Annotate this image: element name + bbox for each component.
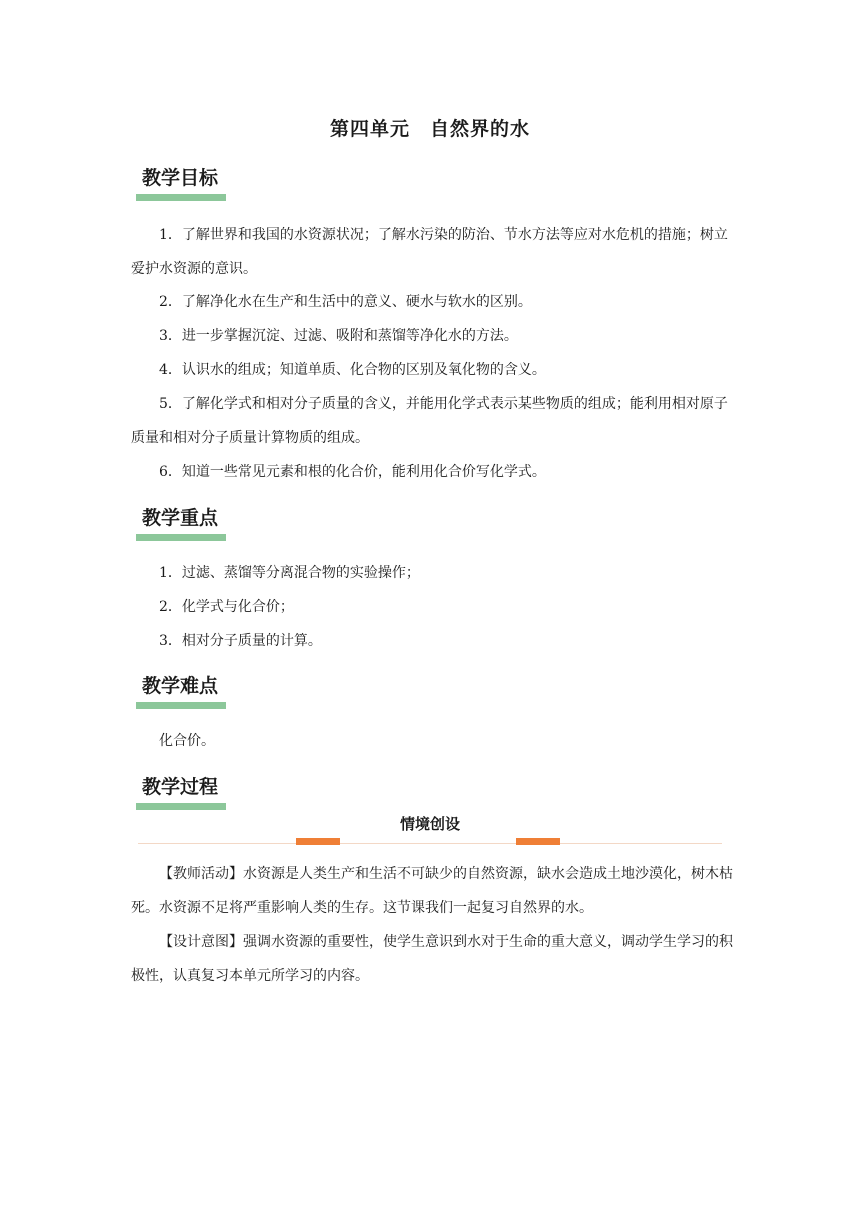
key-point-item: 2．化学式与化合价； [159, 599, 294, 615]
objective-item: 2．了解净化水在生产和生活中的意义、硬水与软水的区别。 [159, 294, 532, 310]
section-heading-process [136, 775, 226, 810]
key-point-item: 3．相对分子质量的计算。 [159, 633, 322, 649]
objective-item: 3．进一步掌握沉淀、过滤、吸附和蒸馏等净化水的方法。 [159, 328, 518, 344]
divider-accent-right [516, 838, 560, 845]
process-paragraph: 【设计意图】强调水资源的重要性，使学生意识到水对于生命的重大意义，调动学生学习的积极性，认真复习本单元所学习的内容。 [131, 934, 733, 984]
heading-underline-bar [136, 194, 226, 201]
section-heading-label: 教学难点 [142, 675, 219, 697]
objective-item: 5．了解化学式和相对分子质量的含义，并能用化学式表示某些物质的组成；能利用相对原子质量和相对分子质量计算物质的组成。 [131, 396, 728, 446]
heading-underline-bar [136, 534, 226, 541]
heading-underline-bar [136, 803, 226, 810]
page-title: 第四单元 自然界的水 [329, 118, 530, 140]
objective-item: 1．了解世界和我国的水资源状况；了解水污染的防治、节水方法等应对水危机的措施；树立爱护水资源的意识。 [131, 227, 728, 277]
difficulty-item: 化合价。 [159, 733, 215, 749]
divider-accent-left [296, 838, 340, 845]
section-heading-difficulties [136, 674, 226, 709]
objective-item: 6．知道一些常见元素和根的化合价，能利用化合价写化学式。 [159, 464, 546, 480]
section-heading-key-points [136, 506, 226, 541]
subsection-divider [138, 813, 722, 847]
divider-line [138, 843, 722, 844]
key-point-item: 1．过滤、蒸馏等分离混合物的实验操作； [159, 565, 420, 581]
process-paragraph: 【教师活动】水资源是人类生产和生活不可缺少的自然资源，缺水会造成土地沙漠化，树木枯死。水资源不足将严重影响人类的生存。这节课我们一起复习自然界的水。 [131, 866, 733, 916]
section-heading-objectives [136, 166, 226, 201]
section-heading-label: 教学过程 [142, 776, 219, 798]
heading-underline-bar [136, 702, 226, 709]
subsection-title: 情境创设 [399, 815, 460, 833]
section-heading-label: 教学重点 [142, 507, 219, 529]
objective-item: 4．认识水的组成；知道单质、化合物的区别及氧化物的含义。 [159, 362, 546, 378]
section-heading-label: 教学目标 [142, 167, 219, 189]
